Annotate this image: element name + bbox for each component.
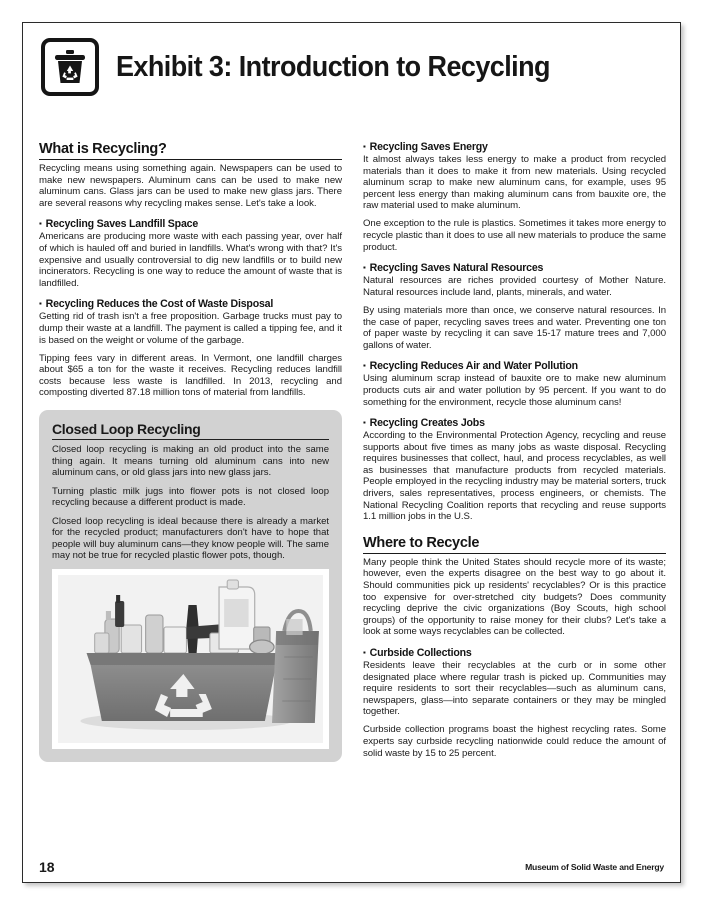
paragraph: Using aluminum scrap instead of bauxite ore to make new aluminum products cuts air and water pollution by 95 percent. If you want to do something for the environment, recycle those aluminum cans!	[363, 373, 666, 408]
square-bullet-icon: ▪	[363, 142, 366, 151]
subheading-recycling-saves-energy	[363, 141, 666, 153]
subheading-label: Recycling Saves Landfill Space	[45, 218, 199, 231]
trash-can-recycling-icon	[41, 38, 99, 96]
paragraph: Americans are producing more waste with each passing year, over half of which is hauled off and buried in landfills. What's wrong with that? It's expensive and usually controversial to dig new landfills or to build new incinerators. Recycling is one way to reduce the amount of waste that is landfilled.	[39, 231, 342, 289]
callout-paragraph: Closed loop recycling is ideal because there is already a market for the recycled product; manufacturers don't have to hope that people will buy aluminum cans—they know people will. The same may not be true for recycled plastic flower pots, though.	[52, 515, 329, 561]
square-bullet-icon: ▪	[363, 361, 366, 371]
page-title: Exhibit 3: Introduction to Recycling	[116, 50, 550, 83]
square-bullet-icon: ▪	[363, 648, 366, 657]
paragraph: According to the Environmental Protection Agency, recycling and reuse supports about five times as many jobs as waste disposal. Recycling requires businesses that collect, haul, and process recyclables, as well as businesses that manufacture products from recycled materials. People employed in the recycling industry may be material sorters, truck drivers, sales representatives, process engineers, or chemists. The National Recycling Coalition reports that recycling and reuse supports 1.1 million jobs in the U.S.	[363, 430, 666, 523]
paragraph: It almost always takes less energy to make a product from recycled materials than it does to make it from new materials. Using recycled aluminum scrap to make new aluminum cans, for example, uses 95 percent less energy than making aluminum cans from bauxite ore, the raw material used to make aluminum.	[363, 154, 666, 212]
paragraph: By using materials more than once, we conserve natural resources. In the case of paper, recycling saves trees and water. Preventing one ton of paper waste by recycling it can save 15-17 mature trees and 7,000 gallons of water.	[363, 304, 666, 351]
paragraph: Curbside collection programs boast the highest recycling rates. Some experts say curbside recycling nationwide could reduce the amount of solid waste by 15 to 25 percent.	[363, 724, 666, 759]
square-bullet-icon: ▪	[363, 263, 366, 273]
subheading-label: Recycling Reduces the Cost of Waste Disposal	[45, 298, 274, 311]
subheading-recycling-saves-natural-resources	[363, 262, 666, 274]
subheading-recycling-creates-jobs	[363, 417, 666, 429]
footer-attribution: Museum of Solid Waste and Energy	[525, 862, 664, 872]
square-bullet-icon: ▪	[39, 299, 42, 309]
subheading-label: Recycling Reduces Air and Water Pollution	[369, 360, 578, 373]
page-footer	[23, 852, 680, 882]
section-heading-what-is-recycling: What is Recycling?	[39, 141, 342, 160]
callout-paragraph: Closed loop recycling is making an old product into the same thing again. It means turning old aluminum cans into new aluminum cans, or old glass jars into new glass jars.	[52, 444, 329, 478]
subheading-label: Curbside Collections	[369, 647, 472, 659]
content-columns	[39, 141, 666, 762]
subheading-recycling-reduces-air-and-water-pollution	[363, 360, 666, 372]
subheading-recycling-reduces-cost-of-waste-disposal	[39, 298, 342, 310]
paragraph: Natural resources are riches provided courtesy of Mother Nature. Natural resources include land, plants, minerals, and water.	[363, 275, 666, 298]
subheading-curbside-collections	[363, 647, 666, 659]
closed-loop-recycling-callout	[39, 410, 342, 762]
subheading-label: Recycling Saves Natural Resources	[369, 262, 544, 275]
right-column	[363, 141, 666, 762]
paragraph: Many people think the United States should recycle more of its waste; however, even the experts disagree on the best way to go about it. Should communities pick up residents' recyclables? Or is this practice too expensive for over-stretched city budgets? Does community recycling deprive the civic organizations (Boy Scouts, high school groups) of the opportunity to raise money for their clubs? Let's take a look at some ways recyclables can be collected.	[363, 556, 666, 638]
exhibit-header	[23, 23, 680, 111]
paragraph: Residents leave their recyclables at the curb or in some other designated place where regular trash is picked up. Communities may require residents to sort their recyclables—such as aluminum cans, newspapers, glass—into separate containers or they may be mingled together.	[363, 660, 666, 718]
recycling-bin-with-bottles-and-reusable-bag-photo	[58, 575, 323, 743]
page-number: 18	[39, 859, 55, 875]
paragraph: Getting rid of trash isn't a free proposition. Garbage trucks must pay to dump their waste at a landfill. The payment is called a tipping fee, and it is based on the weight or volume of the garbage.	[39, 311, 342, 346]
paragraph: One exception to the rule is plastics. Sometimes it takes more energy to recycle plastic than it does to use all new materials to produce the same product.	[363, 218, 666, 253]
section-heading-where-to-recycle: Where to Recycle	[363, 535, 666, 554]
square-bullet-icon: ▪	[363, 418, 366, 428]
square-bullet-icon: ▪	[39, 219, 42, 229]
callout-paragraph: Turning plastic milk jugs into flower pots is not closed loop recycling because a different product is made.	[52, 485, 329, 508]
subheading-label: Recycling Saves Energy	[369, 141, 488, 153]
subheading-label: Recycling Creates Jobs	[369, 417, 485, 430]
left-column	[39, 141, 342, 762]
paragraph: Tipping fees vary in different areas. In Vermont, one landfill charges about $65 a ton for the waste it receives. Recycling reduces landfill costs because less waste is landfilled. In 2013, recycling and composting diverted 87.18 million tons of material from landfills.	[39, 352, 342, 399]
photo-frame	[52, 569, 329, 749]
callout-heading: Closed Loop Recycling	[52, 421, 329, 440]
document-page	[22, 22, 681, 883]
subheading-recycling-saves-landfill-space	[39, 218, 342, 230]
intro-paragraph: Recycling means using something again. Newspapers can be used to make new newspapers. Aluminum cans can be used to make new aluminum cans. Glass jars can be used to make new glass jars. There are several reasons why recycling makes sense. Let's take a look.	[39, 163, 342, 209]
